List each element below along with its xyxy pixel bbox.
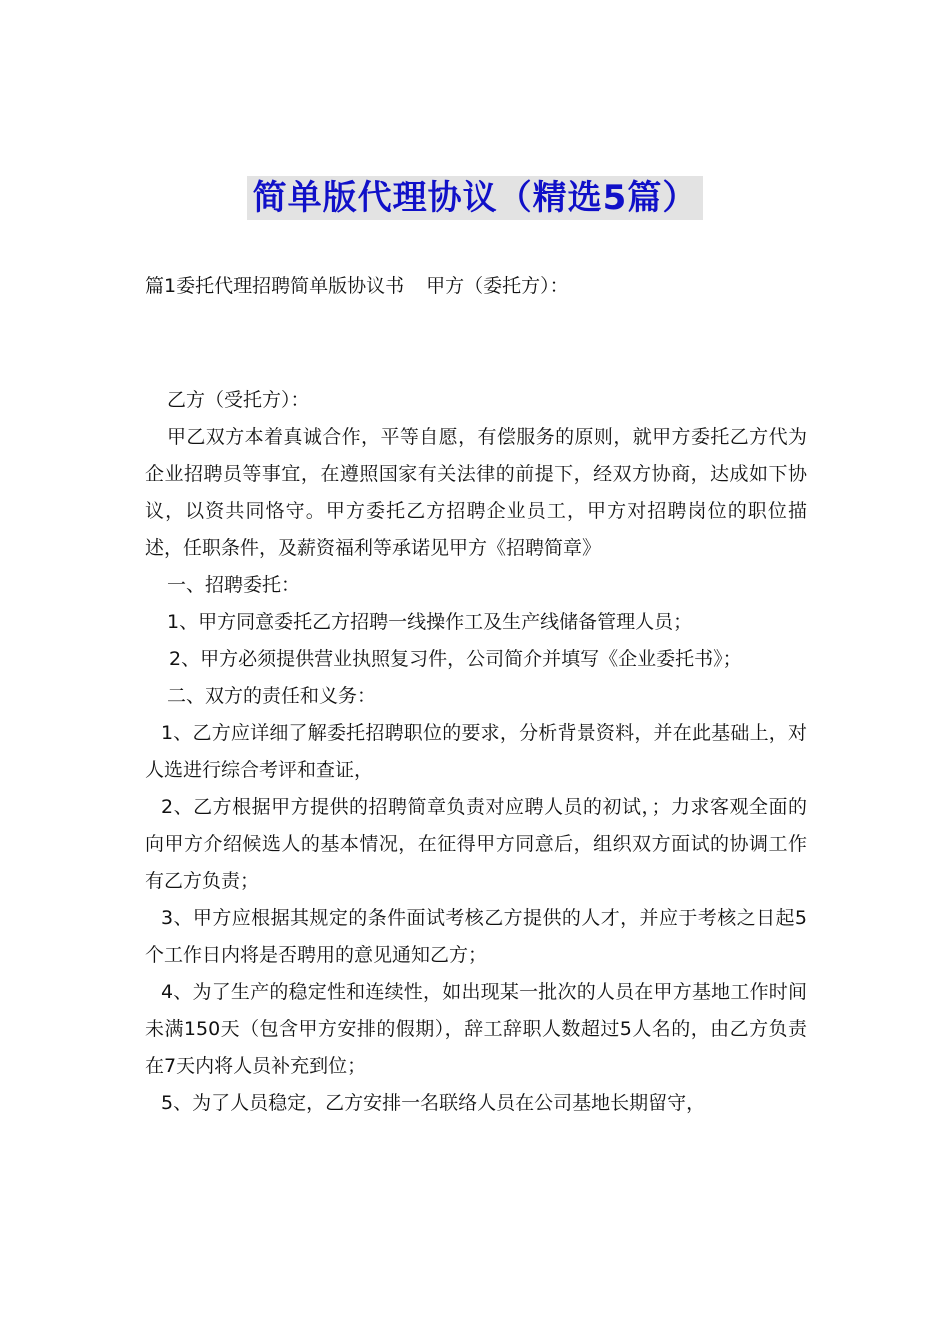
title-area xyxy=(0,176,950,220)
document-body xyxy=(145,382,807,1122)
section-heading xyxy=(145,272,569,300)
document-title: 简单版代理协议（精选5篇） xyxy=(247,176,704,220)
clause-2-1: 1、乙方应详细了解委托招聘职位的要求，分析背景资料，并在此基础上，对人选进行综合考评和查证， xyxy=(145,722,807,781)
party-b-label: 乙方（受托方）： xyxy=(167,389,310,411)
clause-1-2: 2、甲方必须提供营业执照复习件，公司简介并填写《企业委托书》； xyxy=(169,648,742,670)
clause-2-3: 3、甲方应根据其规定的条件面试考核乙方提供的人才，并应于考核之日起5个工作日内将是否聘用的意见通知乙方； xyxy=(145,907,807,966)
paragraph-intro: 甲乙双方本着真诚合作，平等自愿，有偿服务的原则，就甲方委托乙方代为企业招聘员等事宜，在遵照国家有关法律的前提下，经双方协商，达成如下协议，以资共同恪守。甲方委托乙方招聘企业员工，甲方对招聘岗位的职位描述，任职条件，及薪资福利等承诺见甲方《招聘简章》 xyxy=(145,426,807,559)
clause-2-2: 2、乙方根据甲方提供的招聘简章负责对应聘人员的初试，；力求客观全面的向甲方介绍候选人的基本情况，在征得甲方同意后，组织双方面试的协调工作有乙方负责； xyxy=(145,796,807,892)
section-heading-entrust: 一、招聘委托： xyxy=(167,574,301,596)
section-heading-title: 篇1委托代理招聘简单版协议书 xyxy=(145,275,405,297)
clause-2-4: 4、为了生产的稳定性和连续性，如出现某一批次的人员在甲方基地工作时间未满150天（包含甲方安排的假期），辞工辞职人数超过5人名的，由乙方负责在7天内将人员补充到位； xyxy=(145,981,807,1077)
clause-2-5: 5、为了人员稳定，乙方安排一名联络人员在公司基地长期留守， xyxy=(161,1092,706,1114)
party-a-label: 甲方（委托方）： xyxy=(426,275,569,297)
clause-1-1: 1、甲方同意委托乙方招聘一线操作工及生产线储备管理人员； xyxy=(167,611,693,633)
section-heading-duties: 二、双方的责任和义务： xyxy=(167,685,377,707)
